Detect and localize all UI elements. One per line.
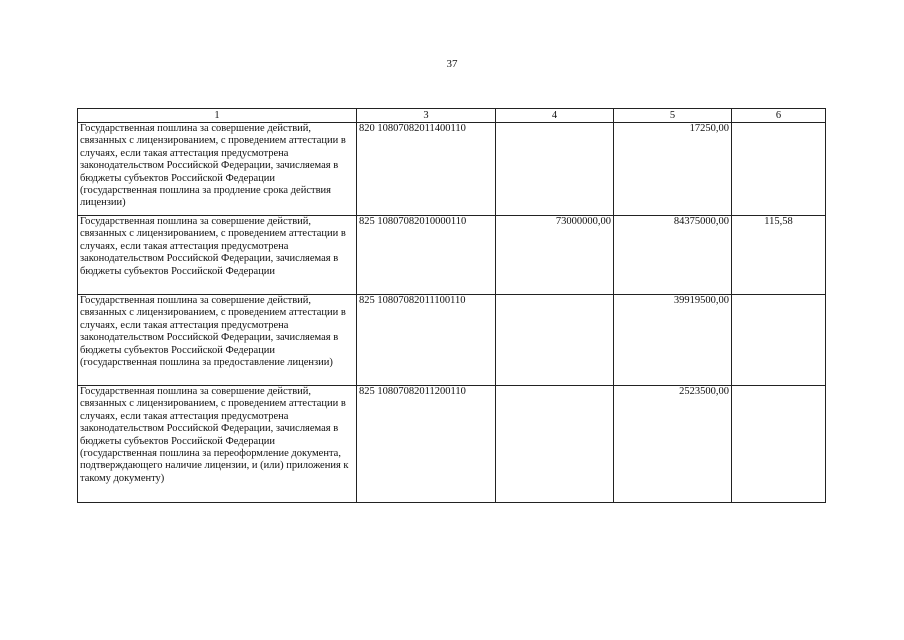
- header-cell-1: 1: [78, 109, 357, 123]
- header-cell-5: 5: [614, 109, 732, 123]
- row-name-cell: Государственная пошлина за совершение действий, связанных с лицензированием, с проведением аттестации в случаях, если такая аттестация предусмотрена законодательством Российской Федерации, зачисляемая в бюджеты субъектов Российской Федерации (государственная пошлина за продление срока действия лицензии): [78, 123, 357, 216]
- row-code-cell: 825 10807082011100110: [357, 295, 496, 386]
- table-row: [78, 386, 826, 503]
- page-number: 37: [446, 58, 458, 70]
- table-row: [78, 216, 826, 295]
- header-cell-3: 3: [357, 109, 496, 123]
- row-code-cell: 825 10807082010000110: [357, 216, 496, 295]
- row-col5-cell: 2523500,00: [614, 386, 732, 503]
- row-col6-cell: 115,58: [732, 216, 826, 295]
- row-name-cell: Государственная пошлина за совершение действий, связанных с лицензированием, с проведением аттестации в случаях, если такая аттестация предусмотрена законодательством Российской Федерации, зачисляемая в бюджеты субъектов Российской Федерации: [78, 216, 357, 295]
- row-col6-cell: [732, 295, 826, 386]
- row-name-cell: Государственная пошлина за совершение действий, связанных с лицензированием, с проведением аттестации в случаях, если такая аттестация предусмотрена законодательством Российской Федерации, зачисляемая в бюджеты субъектов Российской Федерации (государственная пошлина за переоформление документа, подтверждающего наличие лицензии, и (или) приложения к такому документу): [78, 386, 357, 503]
- row-code-cell: 825 10807082011200110: [357, 386, 496, 503]
- row-col4-cell: [496, 295, 614, 386]
- table-row: [78, 295, 826, 386]
- row-col4-cell: [496, 123, 614, 216]
- row-col4-cell: [496, 386, 614, 503]
- table-header-row: [78, 109, 826, 123]
- row-col5-cell: 17250,00: [614, 123, 732, 216]
- row-col4-cell: 73000000,00: [496, 216, 614, 295]
- header-cell-6: 6: [732, 109, 826, 123]
- row-col6-cell: [732, 386, 826, 503]
- revenue-table: [77, 108, 826, 503]
- row-name-cell: Государственная пошлина за совершение действий, связанных с лицензированием, с проведением аттестации в случаях, если такая аттестация предусмотрена законодательством Российской Федерации, зачисляемая в бюджеты субъектов Российской Федерации (государственная пошлина за предоставление лицензии): [78, 295, 357, 386]
- table-row: [78, 123, 826, 216]
- row-col6-cell: [732, 123, 826, 216]
- row-col5-cell: 84375000,00: [614, 216, 732, 295]
- header-cell-4: 4: [496, 109, 614, 123]
- row-code-cell: 820 10807082011400110: [357, 123, 496, 216]
- row-col5-cell: 39919500,00: [614, 295, 732, 386]
